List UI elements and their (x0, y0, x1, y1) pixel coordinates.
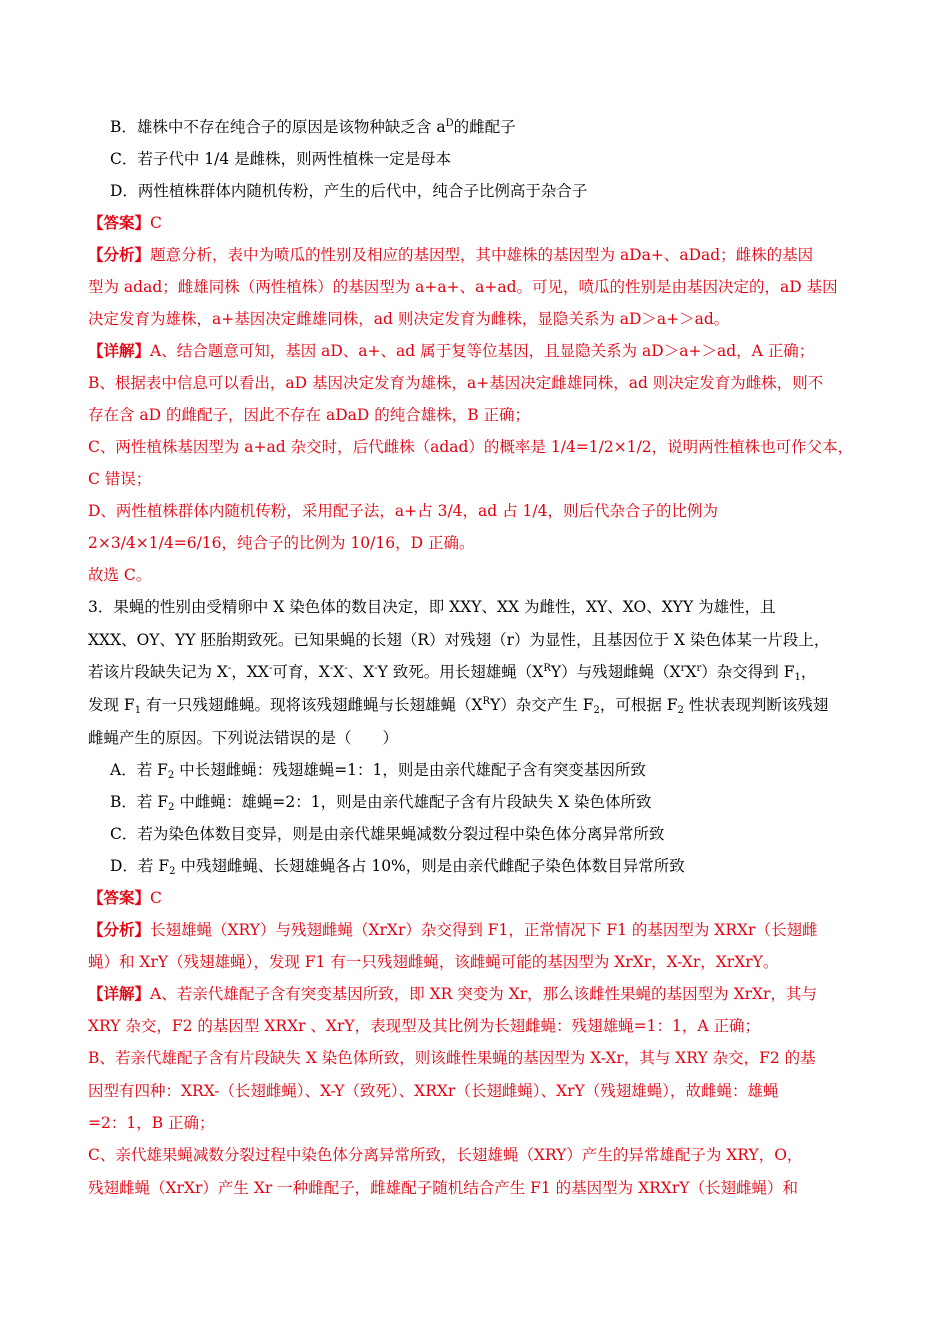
q2-answer: 【答案】C (88, 213, 162, 232)
q3-option-d: D．若 $F_2$ 中残翅雌蝇、长翅雄蝇各占 10%，则是由亲代雌配子染色体数目异常所致 (110, 857, 685, 877)
q2-option-d: D．两性植株群体内随机传粉，产生的后代中，纯合子比例高于杂合子 (110, 182, 588, 200)
q3-detail-line-3: B、若亲代雄配子含有片段缺失 X 染色体所致，则该雌性果蝇的基因型为 X-Xr，其与 XRY 杂交，F2 的基 (88, 1049, 816, 1067)
q3-detail-line-6: C、亲代雄果蝇减数分裂过程中染色体分离异常所致，长翅雄蝇（XRY）产生的异常雄配子为 XRY，O， (88, 1146, 803, 1164)
q2-detail-line-5: C 错误； (88, 470, 152, 488)
q2-analysis-line-2: 型为 adad；雌雄同株（两性植株）的基因型为 a+a+、a+ad。可见，喷瓜的性别是由基因决定的，aD 基因 (88, 278, 838, 296)
q3-stem-line-5: 雌蝇产生的原因。下列说法错误的是（ ） (88, 729, 399, 747)
q3-stem-line-2: XXX、OY、YY 胚胎期致死。已知果蝇的长翅（R）对残翅（r）为显性，且基因位于 X 染色体某一片段上， (88, 631, 830, 649)
q2-detail-line-3: 存在含 aD 的雌配子，因此不存在 aDaD 的纯合雄株，B 正确； (88, 406, 531, 424)
q2-analysis-line-3: 决定发育为雄株，a+基因决定雌雄同株，ad 则决定发育为雌株，显隐关系为 aD＞a+＞ad。 (88, 310, 730, 328)
q3-stem-line-4: 发现 $F_1$ 有一只残翅雌蝇。现将该残翅雌蝇与长翅雄蝇$(X^RY)$杂交产生 $F_2$，可根据 $F_2$ 性状表现判断该残翅 (88, 696, 829, 716)
q3-option-c: C．若为染色体数目变异，则是由亲代雄果蝇减数分裂过程中染色体分离异常所致 (110, 825, 665, 843)
q3-analysis-line-2: 蝇）和 XrY（残翅雄蝇），发现 F1 有一只残翅雌蝇，该雌蝇可能的基因型为 XrXr，X-Xr，XrXrY。 (88, 953, 779, 971)
q3-option-b: B．若 $F_2$ 中雌蝇：雄蝇=2：1，则是由亲代雄配子含有片段缺失 X 染色体所致 (110, 793, 652, 813)
q3-option-a: A．若 $F_2$ 中长翅雌蝇：残翅雄蝇=1：1，则是由亲代雄配子含有突变基因所致 (110, 761, 646, 781)
q3-detail-line-5: =2：1，B 正确； (88, 1114, 215, 1132)
q3-detail-line-7: 残翅雌蝇（XrXr）产生 Xr 一种雌配子，雌雄配子随机结合产生 F1 的基因型为 XRXrY（长翅雌蝇）和 (88, 1179, 798, 1197)
q3-analysis-line-1: 【分析】长翅雄蝇（XRY）与残翅雌蝇（XrXr）杂交得到 F1，正常情况下 F1 的基因型为 XRXr（长翅雌 (88, 920, 818, 939)
q3-stem-line-3: 若该片段缺失记为 X-，XX-可育，X-X-、X-Y 致死。用长翅雄蝇$(X^RY)$与残翅雌蝇$(X^rX^r)$杂交得到 $F_1$， (88, 663, 817, 683)
q3-detail-line-1: 【详解】A、若亲代雄配子含有突变基因所致，即 XR 突变为 Xr，那么该雌性果蝇的基因型为 XrXr，其与 (88, 984, 817, 1003)
q2-detail-line-4: C、两性植株基因型为 a+ad 杂交时，后代雌株（adad）的概率是 1/4=1/2×1/2，说明两性植株也可作父本， (88, 438, 854, 456)
q2-conclusion: 故选 C。 (88, 566, 152, 584)
q3-stem-line-1: 3．果蝇的性别由受精卵中 X 染色体的数目决定，即 XXY、XX 为雌性，XY、XO、XYY 为雄性，且 (88, 598, 776, 616)
q2-detail-line-6: D、两性植株群体内随机传粉，采用配子法，a+占 3/4，ad 占 1/4，则后代杂合子的比例为 (88, 502, 718, 520)
q3-detail-line-4: 因型有四种：XRX-（长翅雌蝇）、X-Y（致死）、XRXr（长翅雌蝇）、XrY（残翅雄蝇），故雌蝇：雄蝇 (88, 1082, 779, 1100)
q2-detail-line-2: B、根据表中信息可以看出，aD 基因决定发育为雄株，a+基因决定雌雄同株，ad 则决定发育为雌株，则不 (88, 374, 824, 392)
q2-analysis-line-1: 【分析】题意分析，表中为喷瓜的性别及相应的基因型，其中雄株的基因型为 aDa+、aDad；雌株的基因 (88, 245, 814, 264)
q2-option-c: C．若子代中 1/4 是雌株，则两性植株一定是母本 (110, 150, 452, 168)
q2-detail-line-7: 2×3/4×1/4=6/16，纯合子的比例为 10/16，D 正确。 (88, 534, 475, 552)
q2-option-b: B．雄株中不存在纯合子的原因是该物种缺乏含 $a^D$的雌配子 (110, 118, 516, 136)
q3-detail-line-2: XRY 杂交，F2 的基因型 XRXr 、XrY，表现型及其比例为长翅雌蝇：残翅雄蝇=1：1，A 正确； (88, 1017, 760, 1035)
q3-answer: 【答案】C (88, 888, 162, 907)
q2-detail-line-1: 【详解】A、结合题意可知，基因 aD、a+、ad 属于复等位基因，且显隐关系为 aD＞a+＞ad，A 正确； (88, 341, 815, 360)
